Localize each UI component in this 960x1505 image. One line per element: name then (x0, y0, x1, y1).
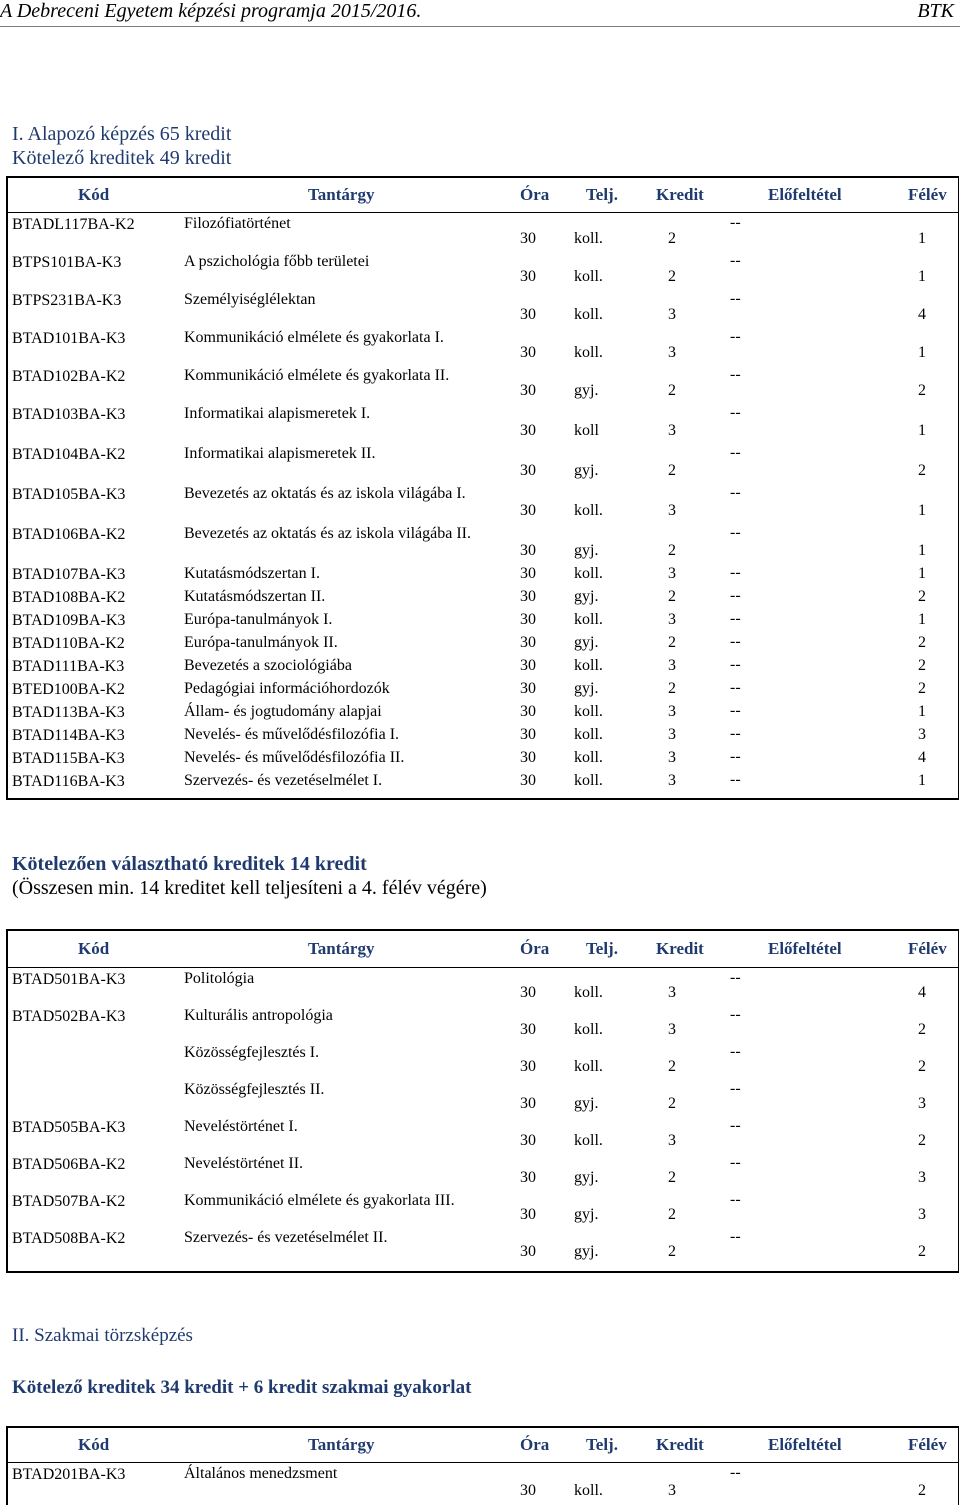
cell-kod: BTAD506BA-K2 (12, 1156, 126, 1173)
cell-telj: koll. (574, 749, 603, 766)
cell-subj: Informatikai alapismeretek I. (184, 405, 371, 422)
column-header-kredit: Kredit (656, 185, 704, 204)
cell-kredit: 2 (668, 268, 676, 285)
cell-subj: Pedagógiai információhordozók (184, 680, 390, 697)
section1-title: I. Alapozó képzés 65 kredit (12, 123, 232, 145)
table-row (8, 402, 958, 442)
table-row (8, 654, 958, 677)
column-header-ora: Óra (520, 939, 550, 958)
cell-subj: Kommunikáció elmélete és gyakorlata II. (184, 367, 450, 384)
cell-kredit: 2 (668, 680, 676, 697)
cell-elof: -- (730, 484, 741, 501)
page-header (0, 0, 960, 27)
cell-felev: 1 (918, 611, 926, 628)
cell-subj: Nevelés- és művelődésfilozófia II. (184, 749, 405, 766)
cell-subj: Kommunikáció elmélete és gyakorlata I. (184, 329, 444, 346)
column-header-ora: Óra (520, 185, 550, 204)
cell-kod: BTPS231BA-K3 (12, 292, 122, 309)
column-header-kredit: Kredit (656, 939, 704, 958)
section3-title: II. Szakmai törzsképzés (12, 1325, 193, 1346)
cell-felev: 2 (918, 382, 926, 399)
cell-ora: 30 (520, 1132, 536, 1149)
cell-telj: koll. (574, 268, 603, 285)
cell-felev: 3 (918, 726, 926, 743)
cell-kredit: 2 (668, 1169, 676, 1186)
column-header-subj: Tantárgy (308, 185, 375, 204)
cell-telj: gyj. (574, 542, 599, 559)
table-row (8, 562, 958, 585)
cell-telj: gyj. (574, 1206, 599, 1223)
cell-felev: 1 (918, 565, 926, 582)
cell-elof: -- (730, 656, 741, 673)
cell-felev: 2 (918, 462, 926, 479)
cell-kod: BTAD502BA-K3 (12, 1008, 126, 1025)
cell-felev: 1 (918, 703, 926, 720)
section2-heading (12, 852, 487, 900)
cell-felev: 1 (918, 268, 926, 285)
cell-elof: -- (730, 633, 741, 650)
cell-elof: -- (730, 214, 741, 231)
cell-subj: Bevezetés az oktatás és az iskola világába I. (184, 485, 466, 502)
table-row (8, 212, 958, 250)
cell-ora: 30 (520, 680, 536, 697)
cell-kod: BTAD101BA-K3 (12, 330, 126, 347)
cell-felev: 4 (918, 984, 926, 1001)
cell-ora: 30 (520, 1058, 536, 1075)
cell-felev: 2 (918, 680, 926, 697)
cell-kredit: 2 (668, 1058, 676, 1075)
cell-elof: -- (730, 328, 741, 345)
cell-kod: BTAD116BA-K3 (12, 773, 125, 790)
cell-elof: -- (730, 366, 741, 383)
cell-kredit: 2 (668, 462, 676, 479)
column-header-telj: Telj. (586, 185, 618, 204)
cell-telj: gyj. (574, 1095, 599, 1112)
cell-ora: 30 (520, 703, 536, 720)
cell-elof: -- (730, 1117, 741, 1134)
cell-kredit: 3 (668, 565, 676, 582)
cell-elof: -- (730, 1464, 741, 1481)
cell-subj: Kutatásmódszertan I. (184, 565, 320, 582)
column-header-telj: Telj. (586, 1435, 618, 1454)
cell-felev: 1 (918, 422, 926, 439)
table-row (8, 967, 958, 1004)
cell-ora: 30 (520, 1243, 536, 1260)
cell-subj: Informatikai alapismeretek II. (184, 445, 376, 462)
cell-elof: -- (730, 679, 741, 696)
cell-felev: 2 (918, 1482, 926, 1499)
cell-felev: 2 (918, 657, 926, 674)
header-faculty: BTK (917, 0, 954, 22)
table-row (8, 364, 958, 402)
table-row (8, 1004, 958, 1041)
cell-elof: -- (730, 610, 741, 627)
cell-kod: BTAD201BA-K3 (12, 1466, 126, 1483)
cell-kredit: 3 (668, 306, 676, 323)
cell-elof: -- (730, 444, 741, 461)
cell-felev: 2 (918, 588, 926, 605)
table-row (8, 250, 958, 288)
cell-kod: BTAD507BA-K2 (12, 1193, 126, 1210)
table-row (8, 608, 958, 631)
cell-kredit: 3 (668, 1132, 676, 1149)
cell-ora: 30 (520, 1482, 536, 1499)
cell-felev: 1 (918, 230, 926, 247)
cell-ora: 30 (520, 382, 536, 399)
cell-ora: 30 (520, 422, 536, 439)
cell-telj: koll. (574, 565, 603, 582)
cell-elof: -- (730, 1080, 741, 1097)
cell-ora: 30 (520, 268, 536, 285)
cell-ora: 30 (520, 1021, 536, 1038)
cell-ora: 30 (520, 749, 536, 766)
cell-elof: -- (730, 524, 741, 541)
cell-ora: 30 (520, 1206, 536, 1223)
cell-ora: 30 (520, 984, 536, 1001)
cell-kredit: 3 (668, 726, 676, 743)
cell-subj: Állam- és jogtudomány alapjai (184, 703, 382, 720)
cell-subj: Kutatásmódszertan II. (184, 588, 326, 605)
cell-telj: koll. (574, 611, 603, 628)
cell-telj: koll. (574, 1021, 603, 1038)
cell-ora: 30 (520, 565, 536, 582)
section2-title: Kötelezően választható kreditek 14 kredit (12, 853, 367, 875)
column-header-elof: Előfeltétel (768, 1435, 842, 1454)
cell-elof: -- (730, 290, 741, 307)
table-row (8, 442, 958, 482)
cell-elof: -- (730, 587, 741, 604)
table-row (8, 1041, 958, 1078)
cell-kod: BTAD109BA-K3 (12, 612, 126, 629)
cell-elof: -- (730, 1043, 741, 1060)
cell-subj: Közösségfejlesztés I. (184, 1044, 320, 1061)
table-row (8, 1115, 958, 1152)
cell-felev: 3 (918, 1095, 926, 1112)
cell-telj: koll. (574, 772, 603, 789)
cell-ora: 30 (520, 230, 536, 247)
cell-felev: 2 (918, 634, 926, 651)
table-row (8, 585, 958, 608)
cell-felev: 2 (918, 1021, 926, 1038)
cell-subj: Nevelés- és művelődésfilozófia I. (184, 726, 400, 743)
cell-telj: koll (574, 422, 599, 439)
cell-kredit: 2 (668, 542, 676, 559)
table-row (8, 631, 958, 654)
cell-elof: -- (730, 969, 741, 986)
table-row (8, 522, 958, 562)
column-header-subj: Tantárgy (308, 939, 375, 958)
section1-heading (12, 122, 231, 170)
cell-telj: koll. (574, 1132, 603, 1149)
cell-subj: Szervezés- és vezetéselmélet II. (184, 1229, 388, 1246)
cell-kredit: 2 (668, 1095, 676, 1112)
cell-kredit: 3 (668, 772, 676, 789)
cell-telj: koll. (574, 657, 603, 674)
cell-subj: Politológia (184, 970, 255, 987)
cell-subj: Bevezetés a szociológiába (184, 657, 352, 674)
cell-kod: BTAD113BA-K3 (12, 704, 125, 721)
cell-kredit: 2 (668, 634, 676, 651)
cell-kod: BTAD110BA-K2 (12, 635, 125, 652)
cell-subj: Kulturális antropológia (184, 1007, 333, 1024)
table-mandatory (6, 176, 959, 800)
cell-felev: 2 (918, 1132, 926, 1149)
cell-kredit: 2 (668, 1243, 676, 1260)
cell-telj: gyj. (574, 680, 599, 697)
cell-felev: 1 (918, 542, 926, 559)
cell-kredit: 2 (668, 230, 676, 247)
cell-felev: 4 (918, 306, 926, 323)
cell-felev: 3 (918, 1169, 926, 1186)
cell-kod: BTPS101BA-K3 (12, 254, 122, 271)
column-header-elof: Előfeltétel (768, 939, 842, 958)
cell-kredit: 3 (668, 1482, 676, 1499)
cell-kredit: 3 (668, 422, 676, 439)
cell-telj: gyj. (574, 462, 599, 479)
table-row (8, 1078, 958, 1115)
cell-telj: koll. (574, 344, 603, 361)
table-row (8, 1189, 958, 1226)
cell-kredit: 3 (668, 657, 676, 674)
cell-kod: BTAD104BA-K2 (12, 446, 126, 463)
cell-ora: 30 (520, 306, 536, 323)
cell-kod: BTED100BA-K2 (12, 681, 125, 698)
column-header-kod: Kód (78, 939, 110, 958)
section1-subtitle: Kötelező kreditek 49 kredit (12, 147, 232, 169)
table-row (8, 769, 958, 792)
cell-subj: A pszichológia főbb területei (184, 253, 370, 270)
table-core (6, 1426, 959, 1505)
column-header-kod: Kód (78, 185, 110, 204)
cell-telj: gyj. (574, 1243, 599, 1260)
cell-ora: 30 (520, 502, 536, 519)
cell-elof: -- (730, 1154, 741, 1171)
cell-elof: -- (730, 404, 741, 421)
cell-elof: -- (730, 564, 741, 581)
table-row (8, 288, 958, 326)
cell-kredit: 3 (668, 984, 676, 1001)
table-row (8, 482, 958, 522)
cell-felev: 3 (918, 1206, 926, 1223)
cell-kod: BTADL117BA-K2 (12, 216, 135, 233)
cell-felev: 4 (918, 749, 926, 766)
column-header-kod: Kód (78, 1435, 110, 1454)
cell-kod: BTAD106BA-K2 (12, 526, 126, 543)
cell-kod: BTAD508BA-K2 (12, 1230, 126, 1247)
cell-felev: 1 (918, 502, 926, 519)
cell-subj: Európa-tanulmányok I. (184, 611, 333, 628)
cell-telj: koll. (574, 1058, 603, 1075)
cell-kredit: 2 (668, 382, 676, 399)
cell-subj: Közösségfejlesztés II. (184, 1081, 325, 1098)
cell-kod: BTAD501BA-K3 (12, 971, 126, 988)
cell-telj: koll. (574, 306, 603, 323)
table-row (8, 326, 958, 364)
cell-kredit: 3 (668, 703, 676, 720)
cell-ora: 30 (520, 772, 536, 789)
cell-ora: 30 (520, 726, 536, 743)
cell-kredit: 3 (668, 749, 676, 766)
cell-ora: 30 (520, 1169, 536, 1186)
cell-kod: BTAD108BA-K2 (12, 589, 126, 606)
cell-kredit: 3 (668, 344, 676, 361)
cell-subj: Kommunikáció elmélete és gyakorlata III. (184, 1192, 455, 1209)
cell-ora: 30 (520, 344, 536, 361)
cell-felev: 1 (918, 344, 926, 361)
cell-elof: -- (730, 748, 741, 765)
cell-ora: 30 (520, 542, 536, 559)
cell-elof: -- (730, 771, 741, 788)
table-row (8, 1152, 958, 1189)
cell-telj: koll. (574, 703, 603, 720)
cell-kod: BTAD103BA-K3 (12, 406, 126, 423)
cell-felev: 2 (918, 1058, 926, 1075)
cell-telj: koll. (574, 230, 603, 247)
cell-elof: -- (730, 702, 741, 719)
section3-heading (12, 1324, 193, 1348)
cell-ora: 30 (520, 634, 536, 651)
cell-ora: 30 (520, 1095, 536, 1112)
cell-subj: Neveléstörténet II. (184, 1155, 304, 1172)
table-elective (6, 929, 959, 1273)
cell-kredit: 3 (668, 502, 676, 519)
cell-subj: Általános menedzsment (184, 1465, 338, 1482)
cell-subj: Bevezetés az oktatás és az iskola világába II. (184, 525, 471, 542)
cell-telj: koll. (574, 1482, 603, 1499)
column-header-ora: Óra (520, 1435, 550, 1454)
section2-subtitle: (Összesen min. 14 kreditet kell teljesíteni a 4. félév végére) (12, 877, 487, 899)
cell-telj: gyj. (574, 634, 599, 651)
cell-kod: BTAD111BA-K3 (12, 658, 125, 675)
cell-subj: Személyiséglélektan (184, 291, 316, 308)
cell-kod: BTAD505BA-K3 (12, 1119, 126, 1136)
cell-kredit: 3 (668, 611, 676, 628)
cell-kod: BTAD114BA-K3 (12, 727, 125, 744)
cell-subj: Európa-tanulmányok II. (184, 634, 338, 651)
cell-elof: -- (730, 1006, 741, 1023)
cell-felev: 1 (918, 772, 926, 789)
cell-ora: 30 (520, 588, 536, 605)
cell-subj: Neveléstörténet I. (184, 1118, 298, 1135)
section3-subtitle: Kötelező kreditek 34 kredit + 6 kredit szakmai gyakorlat (12, 1377, 472, 1398)
table-row (8, 1226, 958, 1263)
column-header-felev: Félév (908, 185, 947, 204)
column-header-kredit: Kredit (656, 1435, 704, 1454)
cell-ora: 30 (520, 657, 536, 674)
column-header-felev: Félév (908, 1435, 947, 1454)
cell-elof: -- (730, 725, 741, 742)
cell-kod: BTAD107BA-K3 (12, 566, 126, 583)
cell-kod: BTAD115BA-K3 (12, 750, 125, 767)
cell-elof: -- (730, 1191, 741, 1208)
column-header-elof: Előfeltétel (768, 185, 842, 204)
cell-felev: 2 (918, 1243, 926, 1260)
cell-kod: BTAD102BA-K2 (12, 368, 126, 385)
header-title: A Debreceni Egyetem képzési programja 2015/2016. (0, 0, 422, 22)
table-row (8, 1462, 958, 1502)
table-row (8, 700, 958, 723)
table-row (8, 746, 958, 769)
cell-telj: gyj. (574, 1169, 599, 1186)
cell-telj: gyj. (574, 382, 599, 399)
column-header-felev: Félév (908, 939, 947, 958)
cell-telj: gyj. (574, 588, 599, 605)
cell-telj: koll. (574, 984, 603, 1001)
cell-subj: Filozófiatörténet (184, 215, 291, 232)
cell-telj: koll. (574, 502, 603, 519)
cell-kredit: 2 (668, 588, 676, 605)
column-header-telj: Telj. (586, 939, 618, 958)
cell-subj: Szervezés- és vezetéselmélet I. (184, 772, 383, 789)
cell-telj: koll. (574, 726, 603, 743)
table-row (8, 677, 958, 700)
cell-elof: -- (730, 1228, 741, 1245)
cell-kredit: 2 (668, 1206, 676, 1223)
cell-kod: BTAD105BA-K3 (12, 486, 126, 503)
cell-kredit: 3 (668, 1021, 676, 1038)
cell-ora: 30 (520, 462, 536, 479)
table-row (8, 723, 958, 746)
column-header-subj: Tantárgy (308, 1435, 375, 1454)
cell-elof: -- (730, 252, 741, 269)
cell-ora: 30 (520, 611, 536, 628)
